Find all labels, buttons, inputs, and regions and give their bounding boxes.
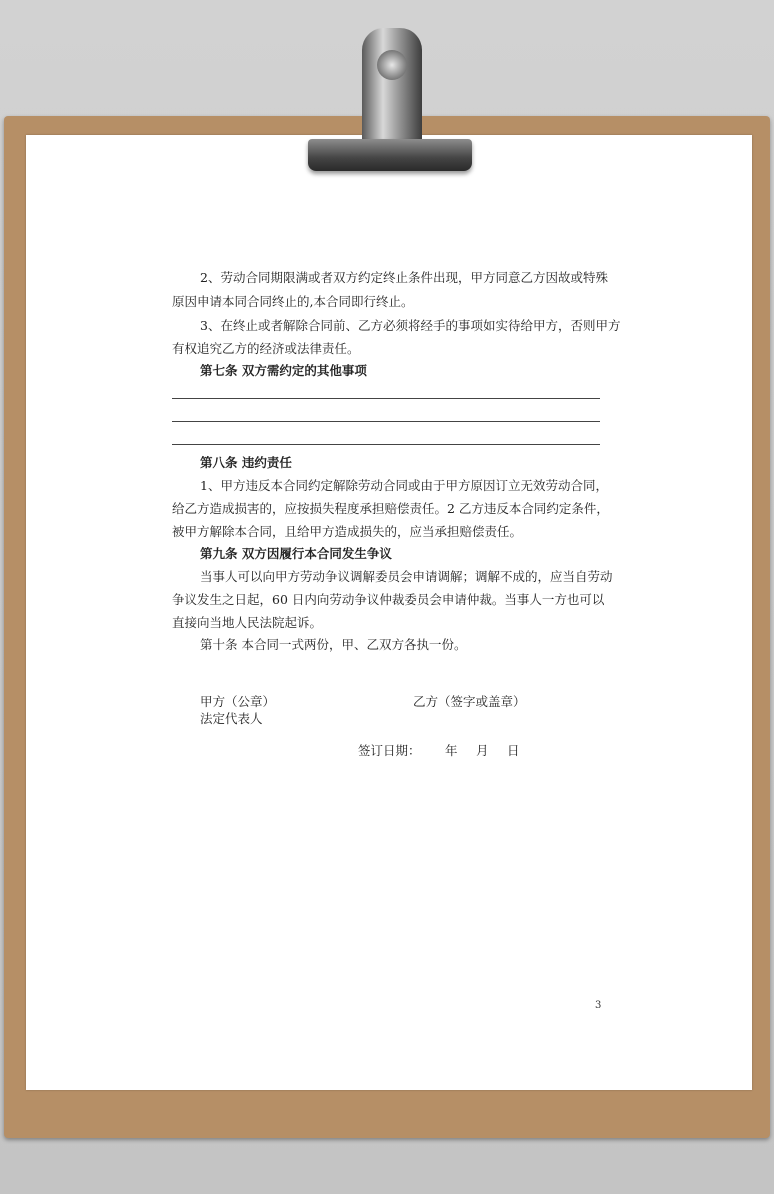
- article9-line: 争议发生之日起，60 日内向劳动争议仲裁委员会申请仲裁。当事人一方也可以: [172, 592, 605, 607]
- paragraph-line: 2、劳动合同期限满或者双方约定终止条件出现，甲方同意乙方因故或特殊: [200, 270, 608, 285]
- date-month: 月: [476, 743, 489, 758]
- binder-clip-arm: [362, 28, 422, 146]
- date-year: 年: [445, 743, 458, 758]
- blank-line: [172, 444, 600, 445]
- article8-line: 1、甲方违反本合同约定解除劳动合同或由于甲方原因订立无效劳动合同，: [200, 478, 608, 493]
- binder-clip-hole: [377, 50, 407, 80]
- date-label: 签订日期：: [358, 743, 421, 758]
- party-a-label: 甲方（公章）: [200, 694, 276, 709]
- article9-heading: 第九条 双方因履行本合同发生争议: [200, 546, 392, 561]
- blank-line: [172, 398, 600, 399]
- paragraph-line: 3、在终止或者解除合同前、乙方必须将经手的事项如实待给甲方，否则甲方: [200, 318, 621, 333]
- legal-rep-label: 法定代表人: [200, 711, 263, 726]
- binder-clip: [308, 139, 472, 171]
- article8-line: 被甲方解除本合同，且给甲方造成损失的，应当承担赔偿责任。: [172, 524, 523, 539]
- article8-heading: 第八条 违约责任: [200, 455, 292, 470]
- paragraph-line: 有权追究乙方的经济或法律责任。: [172, 341, 360, 356]
- paragraph-line: 原因申请本同合同终止的,本合同即行终止。: [172, 294, 414, 309]
- article9-line: 当事人可以向甲方劳动争议调解委员会申请调解；调解不成的，应当自劳动: [200, 569, 613, 584]
- date-day: 日: [507, 743, 520, 758]
- blank-line: [172, 421, 600, 422]
- article8-line: 给乙方造成损害的，应按损失程度承担赔偿责任。2 乙方违反本合同约定条件，: [172, 501, 609, 516]
- article9-line: 直接向当地人民法院起诉。: [172, 615, 323, 630]
- article10-text: 第十条 本合同一式两份，甲、乙双方各执一份。: [200, 637, 467, 652]
- article7-heading: 第七条 双方需约定的其他事项: [200, 363, 367, 378]
- page-number: 3: [595, 1000, 602, 1011]
- party-b-label: 乙方（签字或盖章）: [413, 694, 526, 709]
